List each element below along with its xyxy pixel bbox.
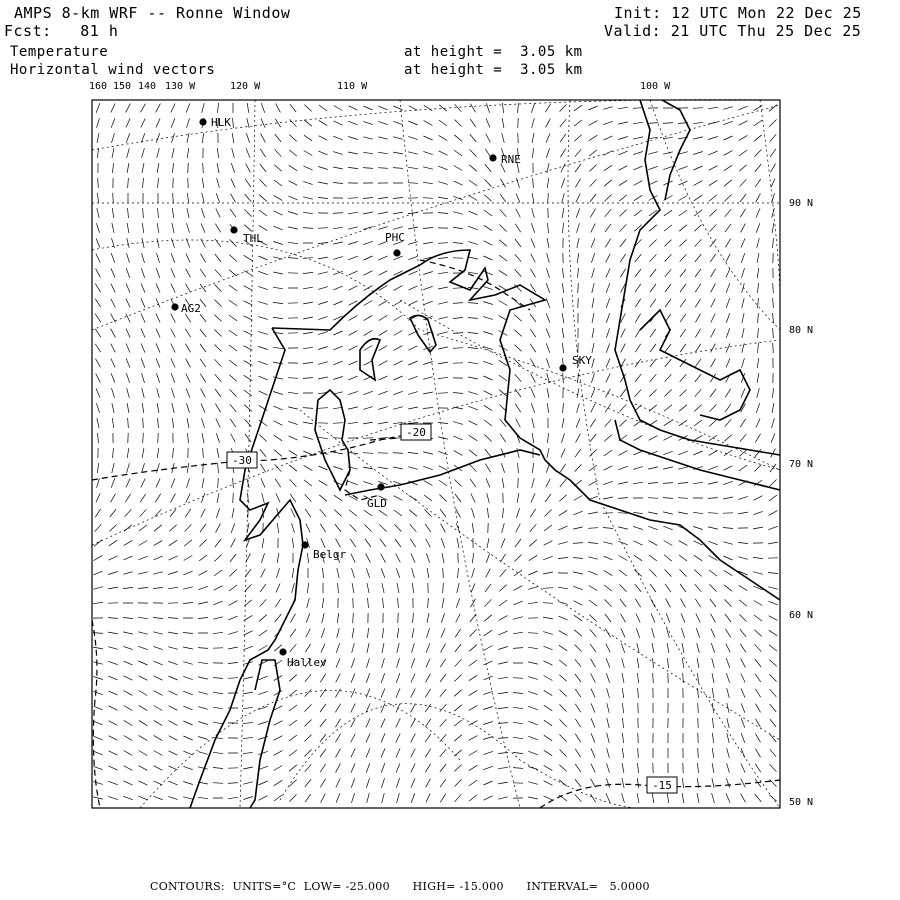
height-label-2: at height = 3.05 km: [404, 62, 583, 78]
contour-label: [647, 777, 677, 793]
temperature-contours: [92, 260, 780, 808]
field-name-temperature: Temperature: [10, 44, 109, 60]
station-label-ag2: AG2: [181, 302, 201, 315]
station-dot-rne: [489, 154, 496, 161]
station-label-hallev: Hallev: [287, 656, 327, 669]
svg-text:-15: -15: [652, 779, 672, 792]
station-label-sky: SKY: [572, 354, 592, 367]
contour-label: [401, 424, 431, 440]
station-dot-hlk: [199, 118, 206, 125]
longitude-label: 140: [138, 81, 157, 92]
station-label-hlk: HLK: [211, 116, 231, 129]
coastline: [190, 100, 780, 808]
valid-time: Valid: 21 UTC Thu 25 Dec 25: [604, 22, 862, 40]
station-label-thl: THL: [243, 232, 263, 245]
longitude-labels: [89, 81, 671, 92]
longitude-label: 100 W: [640, 81, 671, 92]
station-label-belgr: Belgr: [313, 548, 347, 561]
station-dot-gld: [377, 483, 384, 490]
wind-vector-field: [93, 103, 778, 803]
field-name-wind: Horizontal wind vectors: [10, 62, 216, 78]
station-label-phc: PHC: [385, 231, 405, 244]
height-label-1: at height = 3.05 km: [404, 44, 583, 60]
contour-label: [227, 452, 257, 468]
longitude-label: 150: [113, 81, 132, 92]
latitude-labels: [789, 198, 813, 808]
contour-labels: [227, 424, 677, 793]
longitude-label: 130 W: [165, 81, 196, 92]
longitude-label: 120 W: [230, 81, 261, 92]
latitude-label: 90 N: [789, 198, 814, 209]
latitude-label: 50 N: [789, 797, 814, 808]
station-dot-phc: [393, 249, 400, 256]
station-label-rne: RNE: [501, 153, 521, 166]
station-dot-thl: [230, 226, 237, 233]
station-dot-hallev: [279, 648, 286, 655]
init-time: Init: 12 UTC Mon 22 Dec 25: [614, 4, 862, 22]
svg-text:-30: -30: [232, 454, 252, 467]
contour-info-footer: CONTOURS: UNITS=°C LOW= -25.000 HIGH= -15.000 INTERVAL= 5.0000: [150, 880, 650, 893]
forecast-hour: Fcst: 81 h: [4, 22, 119, 40]
map-title: AMPS 8-km WRF -- Ronne Window: [14, 4, 291, 22]
station-label-gld: GLD: [367, 497, 387, 510]
latitude-label: 80 N: [789, 325, 814, 336]
station-dot-belgr: [301, 541, 308, 548]
latitude-label: 70 N: [789, 459, 814, 470]
lat-lon-grid: [92, 100, 780, 808]
svg-text:-20: -20: [406, 426, 426, 439]
station-markers: [171, 116, 592, 669]
longitude-label: 110 W: [337, 81, 368, 92]
station-dot-sky: [559, 364, 566, 371]
station-dot-ag2: [171, 303, 178, 310]
longitude-label: 160: [89, 81, 108, 92]
latitude-label: 60 N: [789, 610, 814, 621]
